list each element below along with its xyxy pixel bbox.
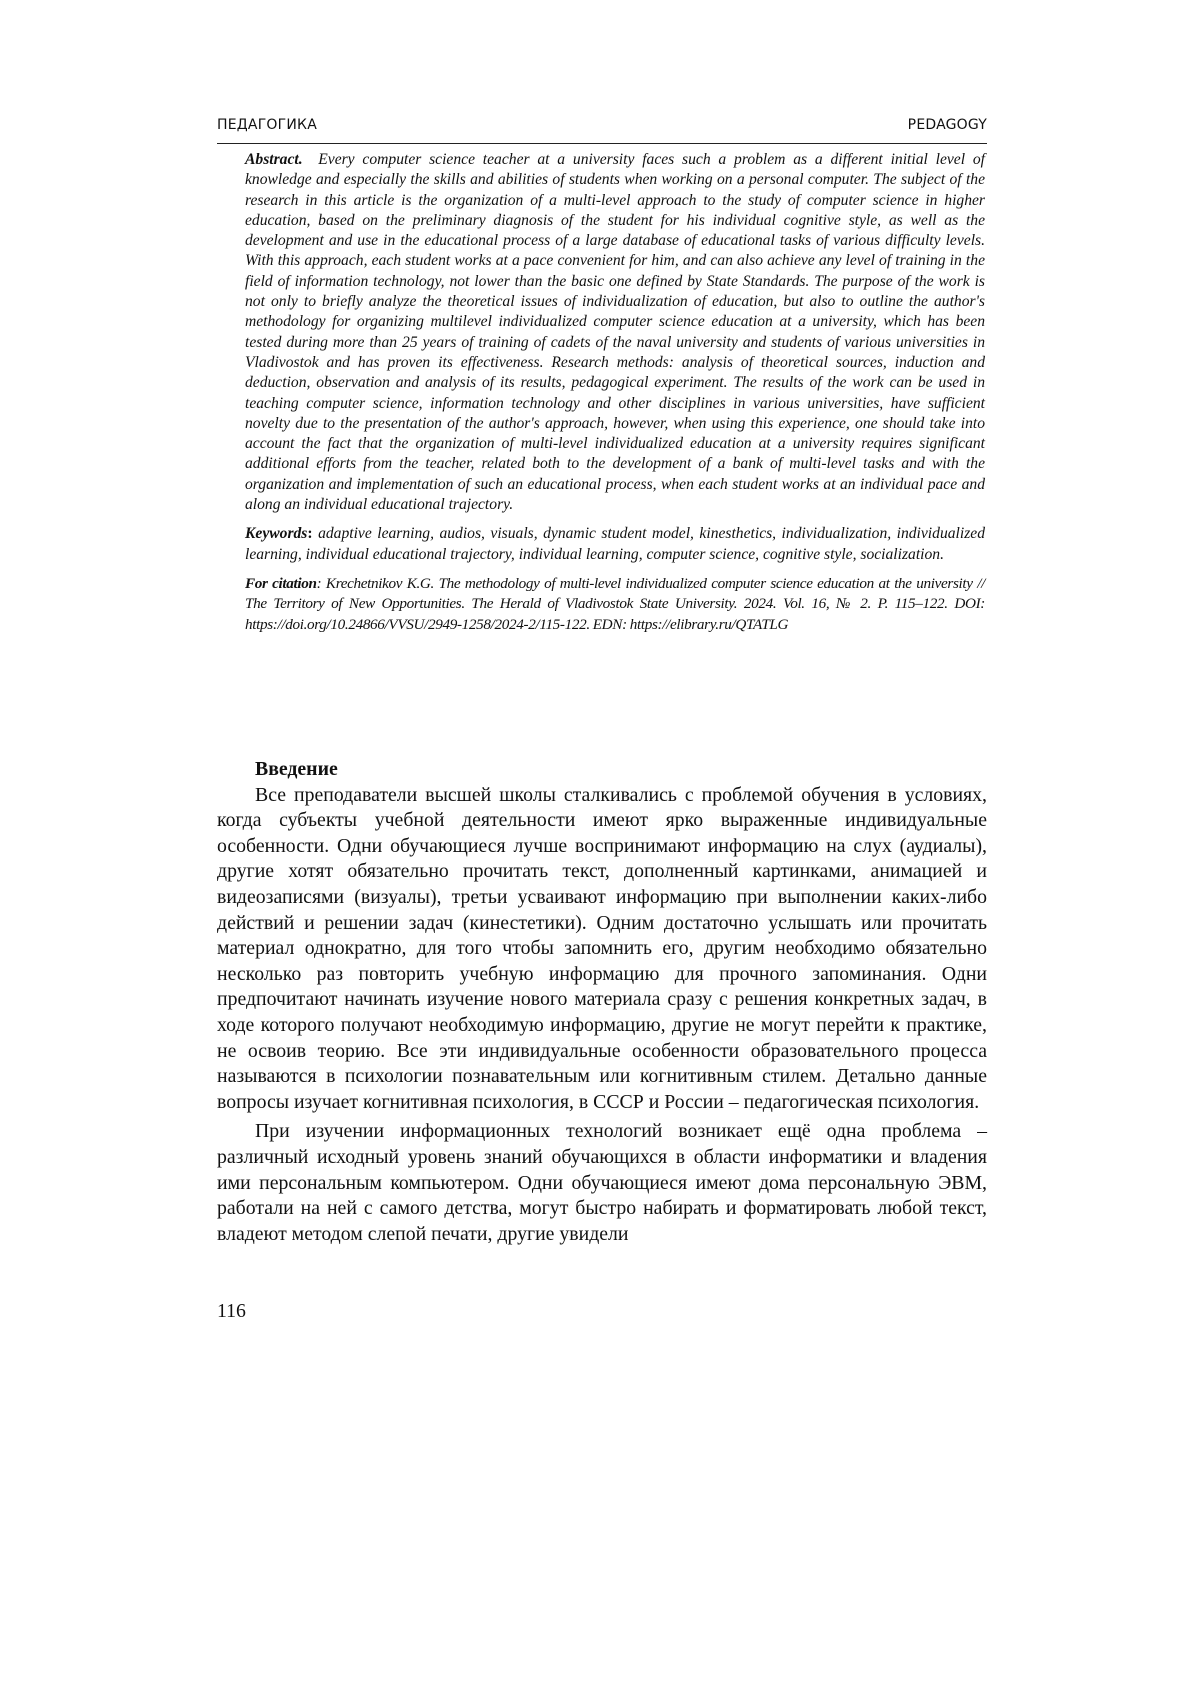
keywords-label: Keywords (245, 525, 308, 543)
abstract-text: Every computer science teacher at a university faces such a problem as a different initial level of knowledge and especially the skills and abilities of students when working on a personal computer. The subject of the research in this article is the organization of a multi-level approach to the study of computer science in higher education, based on the preliminary diagnosis of the student for his individual cognitive style, as well as the development and use in the educational process of a large database of educational tasks of various difficulty levels. With this approach, each student works at a pace convenient for him, and can also achieve any level of training in the field of information technology, not lower than the basic one defined by State Standards. The purpose of the work is not only to briefly analyze the theoretical issues of individualization of education, but also to outline the author's methodology for organizing multilevel individualized computer science education at a university, which has been tested during more than 25 years of training of cadets of the naval university and students of various universities in Vladivostok and has proven its effectiveness. Research methods: analysis of theoretical sources, induction and deduction, observation and analysis of its results, pedagogical experiment. The results of the work can be used in teaching computer science, information technology and other disciplines in various universities, have sufficient novelty due to the presentation of the author's approach, however, when using this experience, one should take into account the fact that the organization of multi-level individualized education at a university requires significant additional efforts from the teacher, related both to the development of a bank of multi-level tasks and with the organization and implementation of such an educational process, when each student works at an individual pace and along an individual educational trajectory. (245, 151, 985, 514)
body-paragraph: При изучении информационных технологий возникает ещё одна проблема – различный исходный уровень знаний обучающихся в области информатики и владения ими персональным компьютером. Одни обучающиеся имеют дома персональную ЭВМ, работали на ней с самого детства, могут быстро набирать и форматировать любой текст, владеют методом слепой печати, другие увидели (217, 1120, 987, 1245)
citation-text: : Krechetnikov K.G. The methodology of multi-level individualized computer science education at the university // The Territory of New Opportunities. The Herald of Vladivostok State University. 2024. Vol. 16, № 2. P. 115–122. DOI: https://doi.org/10.24866/VVSU/2949-1258/2024-2/115-122. EDN: https://elibrary.ru/QTATLG (245, 574, 985, 633)
citation-paragraph (245, 574, 985, 636)
citation-label: For citation (245, 574, 317, 592)
keywords-paragraph (245, 524, 985, 565)
header-section-en: PEDAGOGY (907, 117, 987, 133)
main-text (217, 757, 987, 1251)
page-number: 116 (217, 1300, 246, 1322)
abstract-block (245, 150, 985, 644)
keywords-text: adaptive learning, audios, visuals, dynamic student model, kinesthetics, individualization, individualized learning, individual educational trajectory, individual learning, computer science, cognitive style, socialization. (245, 525, 985, 563)
running-header (217, 115, 987, 144)
section-heading-introduction: Введение (255, 758, 338, 780)
keywords-separator: : (307, 525, 313, 543)
abstract-paragraph (245, 150, 985, 515)
header-section-ru: ПЕДАГОГИКА (217, 117, 317, 133)
body-paragraph: Все преподаватели высшей школы сталкивались с проблемой обучения в условиях, когда субъекты учебной деятельности имеют ярко выраженные индивидуальные особенности. Одни обучающиеся лучше воспринимают информацию на слух (аудиалы), другие хотят обязательно прочитать текст, дополненный картинками, анимацией и видеозаписями (визуалы), третьи усваивают информацию при выполнении каких-либо действий и решении задач (кинестетики). Одним достаточно услышать или прочитать материал однократно, для того чтобы запомнить его, другим необходимо обязательно несколько раз повторить учебную информацию для прочного запоминания. Одни предпочитают начинать изучение нового материала сразу с решения конкретных задач, в ходе которого получают необходимую информацию, другие не могут перейти к практике, не освоив теорию. Все эти индивидуальные особенности образовательного процесса называются в психологии познавательным или когнитивным стилем. Детально данные вопросы изучает когнитивная психология, в СССР и России – педагогическая психология. (217, 783, 987, 1113)
abstract-label: Abstract. (245, 151, 303, 168)
